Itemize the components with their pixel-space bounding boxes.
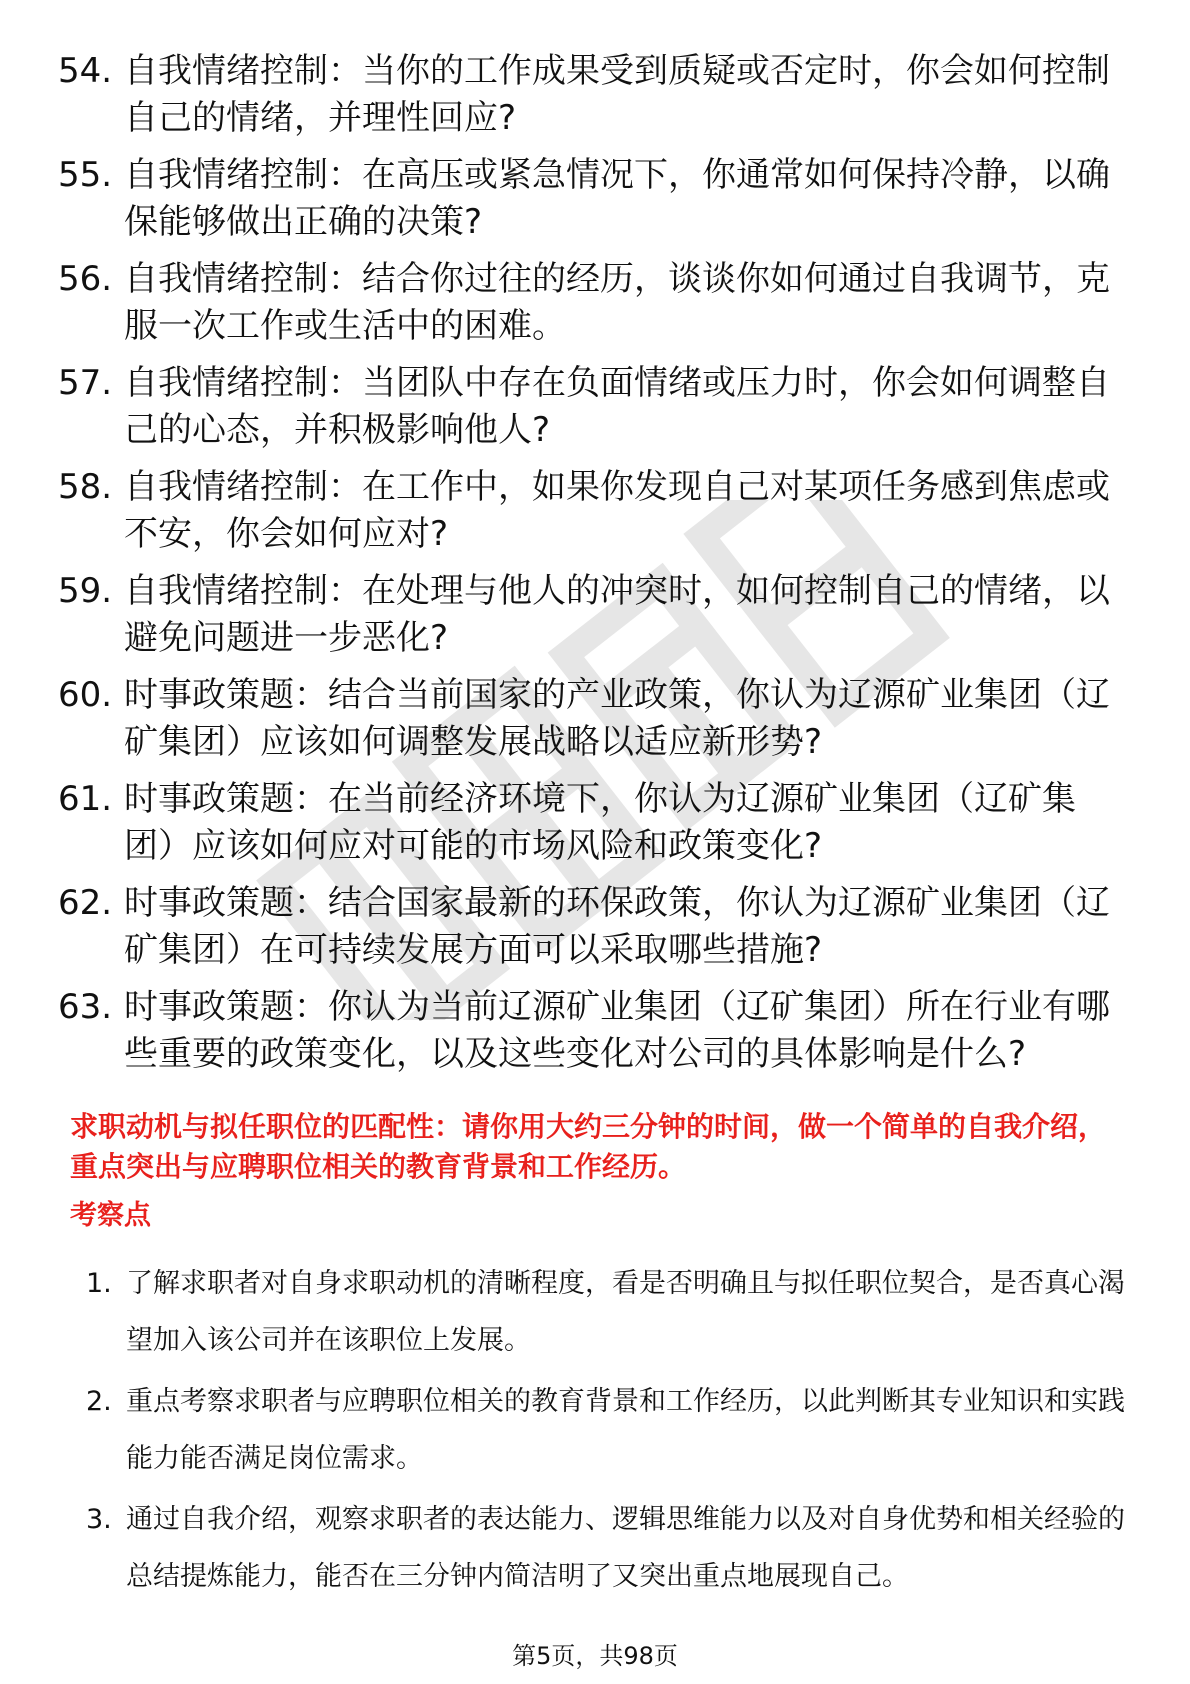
- question-item: [58, 568, 1118, 662]
- question-item: [58, 48, 1118, 142]
- point-number: 3.: [86, 1504, 112, 1535]
- question-number: 60.: [58, 675, 113, 715]
- question-item: [58, 464, 1118, 558]
- question-item: [58, 776, 1118, 870]
- question-text: 自我情绪控制：在工作中，如果你发现自己对某项任务感到焦虑或不安，你会如何应对?: [124, 467, 1110, 554]
- question-number: 61.: [58, 779, 113, 819]
- question-item: [58, 984, 1118, 1078]
- section-subheading: 考察点: [70, 1200, 151, 1231]
- question-text: 自我情绪控制：当你的工作成果受到质疑或否定时，你会如何控制自己的情绪，并理性回应?: [124, 51, 1110, 138]
- question-item: [58, 672, 1118, 766]
- point-number: 1.: [86, 1268, 112, 1299]
- assessment-point: [86, 1255, 1126, 1369]
- point-number: 2.: [86, 1386, 112, 1417]
- question-item: [58, 256, 1118, 350]
- question-number: 59.: [58, 571, 113, 611]
- page-footer: 第5页，共98页: [512, 1642, 678, 1670]
- question-number: 56.: [58, 259, 113, 299]
- question-item: [58, 360, 1118, 454]
- question-text: 自我情绪控制：在高压或紧急情况下，你通常如何保持冷静，以确保能够做出正确的决策?: [124, 155, 1110, 242]
- question-number: 58.: [58, 467, 113, 507]
- point-text: 通过自我介绍，观察求职者的表达能力、逻辑思维能力以及对自身优势和相关经验的总结提炼能力，能否在三分钟内简洁明了又突出重点地展现自己。: [126, 1504, 1125, 1592]
- question-number: 55.: [58, 155, 113, 195]
- question-text: 时事政策题：你认为当前辽源矿业集团（辽矿集团）所在行业有哪些重要的政策变化，以及这些变化对公司的具体影响是什么?: [124, 987, 1110, 1074]
- question-number: 63.: [58, 987, 113, 1027]
- question-item: [58, 880, 1118, 974]
- question-item: [58, 152, 1118, 246]
- assessment-point: [86, 1373, 1126, 1487]
- question-text: 自我情绪控制：结合你过往的经历，谈谈你如何通过自我调节，克服一次工作或生活中的困难。: [124, 259, 1110, 346]
- section-heading: 求职动机与拟任职位的匹配性：请你用大约三分钟的时间，做一个简单的自我介绍，重点突出与应聘职位相关的教育背景和工作经历。: [70, 1110, 1107, 1183]
- question-list: [58, 48, 1118, 1088]
- question-number: 54.: [58, 51, 113, 91]
- question-number: 62.: [58, 883, 113, 923]
- question-text: 自我情绪控制：在处理与他人的冲突时，如何控制自己的情绪，以避免问题进一步恶化?: [124, 571, 1110, 658]
- point-text: 了解求职者对自身求职动机的清晰程度，看是否明确且与拟任职位契合，是否真心渴望加入该公司并在该职位上发展。: [126, 1268, 1125, 1356]
- assessment-point: [86, 1491, 1126, 1605]
- question-number: 57.: [58, 363, 113, 403]
- assessment-points-list: [86, 1255, 1126, 1609]
- question-text: 时事政策题：结合国家最新的环保政策，你认为辽源矿业集团（辽矿集团）在可持续发展方面可以采取哪些措施?: [124, 883, 1110, 970]
- question-text: 时事政策题：结合当前国家的产业政策，你认为辽源矿业集团（辽矿集团）应该如何调整发展战略以适应新形势?: [124, 675, 1110, 762]
- question-text: 自我情绪控制：当团队中存在负面情绪或压力时，你会如何调整自己的心态，并积极影响他人?: [124, 363, 1110, 450]
- question-text: 时事政策题：在当前经济环境下，你认为辽源矿业集团（辽矿集团）应该如何应对可能的市场风险和政策变化?: [124, 779, 1076, 866]
- point-text: 重点考察求职者与应聘职位相关的教育背景和工作经历，以此判断其专业知识和实践能力能否满足岗位需求。: [126, 1386, 1125, 1474]
